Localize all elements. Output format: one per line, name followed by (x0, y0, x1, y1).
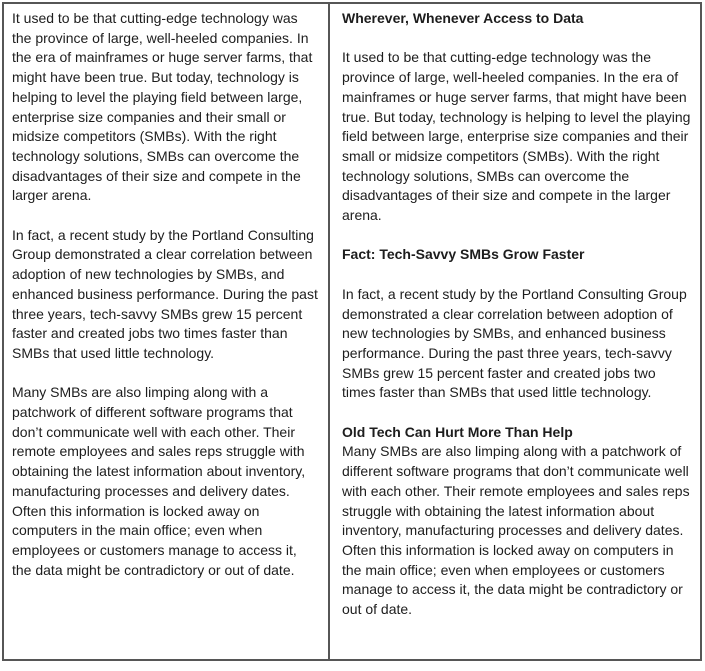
section-paragraph-smbs-grow-faster: In fact, a recent study by the Portland Consulting Group demonstrated a clear correlation between adoption of new technologies by SMBs, and enhanced business performance. During the past three years, tech-savvy SMBs grew 15 percent faster and created jobs two times faster than SMBs that used little technology. (342, 285, 687, 401)
left-paragraph-3: Many SMBs are also limping along with a patchwork of different software programs that don’t communicate well with each other. Their remote employees and sales reps struggle with obtaining the latest information about inventory, manufacturing processes and delivery dates. Often this information is locked away on computers in the main office; even when employees or customers manage to access it, the data might be contradictory or out of date. (12, 384, 306, 578)
left-column (4, 4, 330, 659)
left-paragraph-1: It used to be that cutting-edge technology was the province of large, well-heeled companies. In the era of mainframes or huge server farms, that might have been true. But today, technology is helping to level the playing field between large, enterprise size companies and their small or midsize competitors (SMBs). With the right technology solutions, SMBs can overcome the disadvantages of their size and compete in the larger arena. (12, 10, 313, 204)
section-heading-access-to-data: Wherever, Whenever Access to Data (342, 10, 584, 26)
section-paragraph-old-tech: Many SMBs are also limping along with a patchwork of different software programs that don’t communicate well with each other. Their remote employees and sales reps struggle with obtaining the latest information about inventory, manufacturing processes and delivery dates. Often this information is locked away on computers in the main office; even when employees or customers manage to access it, the data might be contradictory or out of date. (342, 443, 690, 618)
right-column (330, 4, 700, 659)
section-heading-old-tech: Old Tech Can Hurt More Than Help (342, 423, 573, 440)
comparison-table (2, 2, 702, 661)
section-heading-smbs-grow-faster: Fact: Tech-Savvy SMBs Grow Faster (342, 246, 585, 263)
section-paragraph-access-to-data: It used to be that cutting-edge technology was the province of large, well-heeled companies. In the era of mainframes or huge server farms, that might have been true. But today, technology is helping to level the playing field between large, enterprise size companies and their small or midsize competitors (SMBs). With the right technology solutions, SMBs can overcome the disadvantages of their size and compete in the larger arena. (342, 49, 691, 224)
left-paragraph-2: In fact, a recent study by the Portland Consulting Group demonstrated a clear correlation between adoption of new technologies by SMBs, and enhanced business performance. During the past three years, tech-savvy SMBs grew 15 percent faster and created jobs two times faster than SMBs that used little technology. (12, 226, 318, 361)
